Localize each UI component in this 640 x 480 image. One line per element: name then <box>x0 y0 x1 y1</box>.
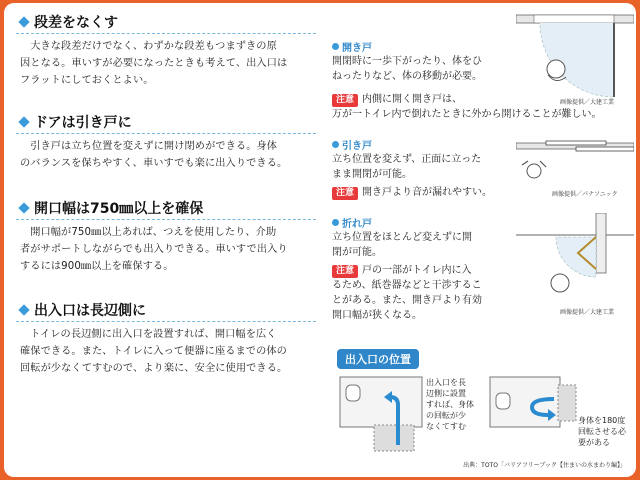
door-title <box>332 39 518 54</box>
section-heading <box>16 111 316 134</box>
door-desc: 立ち位置をほとんど変えずに開 閉が可能。 <box>332 232 472 258</box>
entrance-short-note: 身体を180度 回転させる必 要がある <box>578 416 626 447</box>
hinged-door-figure <box>516 11 634 103</box>
diamond-icon <box>18 202 29 213</box>
door-folding <box>332 215 518 323</box>
door-title-text: 折れ戸 <box>342 219 372 230</box>
door-sliding <box>332 137 518 200</box>
bullet-dot-icon <box>332 43 339 50</box>
main-column <box>16 11 316 389</box>
image-credit: 画像提供／パナソニック <box>552 191 618 198</box>
section-sliding-door <box>16 111 316 197</box>
section-title: 段差をなくす <box>34 15 118 31</box>
section-heading <box>16 197 316 220</box>
door-desc: 立ち位置を変えず、正面に立った まま開閉が可能。 <box>332 154 482 180</box>
entrance-long-note: 出入口を長 辺側に設置 すれば、身体 の回転が少 なくてすむ <box>426 378 474 431</box>
image-credit: 画像提供／大建工業 <box>560 309 615 316</box>
door-desc: 開閉時に一歩下がったり、体をひ ねったりなど、体の移動が必要。 <box>332 56 482 82</box>
section-long-side <box>16 299 316 389</box>
entrance-title: 出入口の位置 <box>337 349 419 369</box>
diamond-icon <box>18 16 29 27</box>
warning <box>332 263 518 323</box>
section-title: 開口幅は750㎜以上を確保 <box>34 201 204 217</box>
source-citation: 出典：TOTO「バリアフリーブック【住まいの水まわり編】」 <box>463 462 626 469</box>
warning-badge: 注意 <box>332 94 358 107</box>
section-heading <box>16 299 316 322</box>
section-body: 大きな段差だけでなく、わずかな段差もつまずきの原 因となる。車いすが必要になったときも考えて、出入口は フラットにしておくとよい。 <box>20 41 288 86</box>
warning-badge: 注意 <box>332 187 358 200</box>
diamond-icon <box>18 116 29 127</box>
section-title: ドアは引き戸に <box>34 115 132 131</box>
bullet-dot-icon <box>332 141 339 148</box>
sliding-door-figure <box>516 135 634 191</box>
image-credit: 画像提供／大建工業 <box>560 99 615 106</box>
folding-door-figure <box>516 213 634 305</box>
warning <box>332 185 518 200</box>
section-title: 出入口は長辺側に <box>34 303 146 319</box>
section-body: トイレの長辺側に出入口を設置すれば、開口幅を広く 確保できる。また、トイレに入って便器に座るまでの体の 回転が少なくてすむので、より楽に、安全に使用できる。 <box>20 329 288 374</box>
warning-text: 戸の一部がトイレ内に入 るため、紙巻器などと干渉するこ とがある。また、開き戸より有効 開口幅が狭くなる。 <box>332 265 482 321</box>
diamond-icon <box>18 304 29 315</box>
warning-text: 開き戸より音が漏れやすい。 <box>362 187 493 198</box>
bullet-dot-icon <box>332 219 339 226</box>
warning-text: 内側に開く開き戸は、 万が一トイレ内で倒れたときに外から開けることが難しい。 <box>332 94 602 120</box>
section-body: 開口幅が750㎜以上あれば、つえを使用したり、介助 者がサポートしながらでも出入りできる。車いすで出入り するには900㎜以上を確保する。 <box>20 227 288 272</box>
section-opening-width <box>16 197 316 299</box>
door-hinged <box>332 39 518 84</box>
door-title <box>332 215 518 230</box>
entrance-long-side-figure <box>338 375 424 453</box>
section-heading <box>16 11 316 34</box>
section-body: 引き戸は立ち位置を変えずに開け閉めができる。身体 のバランスを保ちやすく、車いすでも楽に出入りできる。 <box>20 141 288 169</box>
door-title-text: 引き戸 <box>342 141 372 152</box>
warning-badge: 注意 <box>332 265 358 278</box>
door-title-text: 開き戸 <box>342 43 372 54</box>
section-no-step <box>16 11 316 111</box>
door-title <box>332 137 518 152</box>
page-frame <box>4 3 636 477</box>
entrance-short-side-figure <box>488 375 578 453</box>
